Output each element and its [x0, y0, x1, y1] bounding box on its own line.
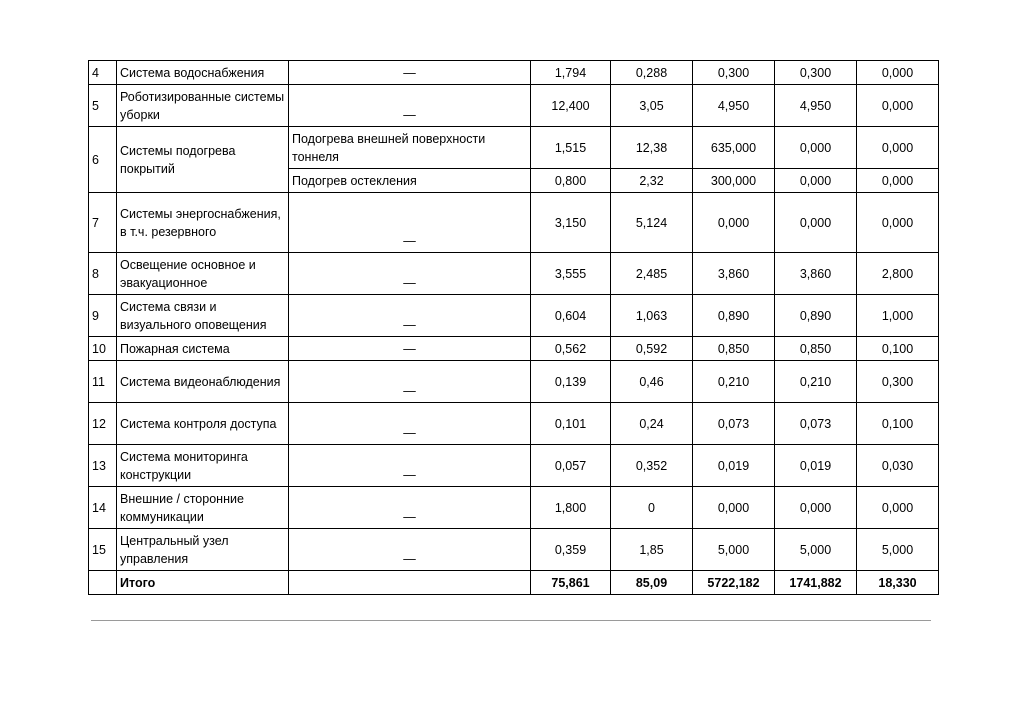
system-name: Центральный узел управления — [117, 529, 289, 571]
value-cell: 3,150 — [531, 193, 611, 253]
row-number: 5 — [89, 85, 117, 127]
table-row — [89, 193, 939, 253]
system-name: Система водоснабжения — [117, 61, 289, 85]
value-cell: 1,063 — [611, 295, 693, 337]
total-value: 75,861 — [531, 571, 611, 595]
subsystem: — — [289, 295, 531, 337]
value-cell: 0,000 — [857, 487, 939, 529]
system-name: Роботизированные системы уборки — [117, 85, 289, 127]
subsystem: — — [289, 487, 531, 529]
system-name: Система мониторинга конструкции — [117, 445, 289, 487]
table-row — [89, 253, 939, 295]
subsystem: — — [289, 61, 531, 85]
value-cell: 0,000 — [857, 169, 939, 193]
value-cell: 3,555 — [531, 253, 611, 295]
table-row — [89, 85, 939, 127]
system-name: Внешние / сторонние коммуникации — [117, 487, 289, 529]
table-row — [89, 529, 939, 571]
row-number: 15 — [89, 529, 117, 571]
subsystem: — — [289, 361, 531, 403]
subsystem: — — [289, 253, 531, 295]
system-name: Система контроля доступа — [117, 403, 289, 445]
value-cell: 0,019 — [693, 445, 775, 487]
system-name: Система связи и визуального оповещения — [117, 295, 289, 337]
value-cell: 0,850 — [693, 337, 775, 361]
table-row — [89, 487, 939, 529]
subsystem: — — [289, 529, 531, 571]
value-cell: 12,400 — [531, 85, 611, 127]
value-cell: 0,073 — [693, 403, 775, 445]
value-cell: 2,485 — [611, 253, 693, 295]
row-number: 11 — [89, 361, 117, 403]
table-row — [89, 295, 939, 337]
total-value: 18,330 — [857, 571, 939, 595]
value-cell: 0,139 — [531, 361, 611, 403]
subsystem: — — [289, 193, 531, 253]
value-cell: 1,000 — [857, 295, 939, 337]
value-cell: 1,800 — [531, 487, 611, 529]
value-cell: 0,100 — [857, 337, 939, 361]
value-cell: 0,850 — [775, 337, 857, 361]
value-cell: 2,800 — [857, 253, 939, 295]
value-cell: 0,000 — [775, 169, 857, 193]
value-cell: 1,85 — [611, 529, 693, 571]
row-number: 10 — [89, 337, 117, 361]
value-cell: 0,000 — [857, 85, 939, 127]
total-value: 5722,182 — [693, 571, 775, 595]
table-row — [89, 445, 939, 487]
value-cell: 0,000 — [857, 193, 939, 253]
value-cell: 0,000 — [775, 487, 857, 529]
total-value: 1741,882 — [775, 571, 857, 595]
system-name: Система видеонаблюдения — [117, 361, 289, 403]
value-cell: 0,300 — [857, 361, 939, 403]
value-cell: 5,000 — [857, 529, 939, 571]
row-number: 12 — [89, 403, 117, 445]
total-value: 85,09 — [611, 571, 693, 595]
value-cell: 0,000 — [775, 127, 857, 169]
value-cell: 0,000 — [693, 487, 775, 529]
table-row — [89, 127, 939, 169]
value-cell: 0,24 — [611, 403, 693, 445]
value-cell: 0,562 — [531, 337, 611, 361]
value-cell: 1,794 — [531, 61, 611, 85]
value-cell: 0,800 — [531, 169, 611, 193]
systems-table — [88, 60, 939, 595]
value-cell: 3,05 — [611, 85, 693, 127]
value-cell: 4,950 — [693, 85, 775, 127]
subsystem: — — [289, 85, 531, 127]
subsystem: — — [289, 403, 531, 445]
value-cell: 0,890 — [693, 295, 775, 337]
total-row — [89, 571, 939, 595]
table-row — [89, 403, 939, 445]
value-cell: 0,359 — [531, 529, 611, 571]
subsystem: — — [289, 337, 531, 361]
value-cell: 0,019 — [775, 445, 857, 487]
value-cell: 0,592 — [611, 337, 693, 361]
row-number: 7 — [89, 193, 117, 253]
table-row — [89, 361, 939, 403]
value-cell: 0,288 — [611, 61, 693, 85]
value-cell: 0,604 — [531, 295, 611, 337]
subsystem: Подогрев остекления — [289, 169, 531, 193]
value-cell: 0,000 — [775, 193, 857, 253]
value-cell: 0 — [611, 487, 693, 529]
value-cell: 0,000 — [857, 61, 939, 85]
value-cell: 5,000 — [693, 529, 775, 571]
row-number: 9 — [89, 295, 117, 337]
value-cell: 5,124 — [611, 193, 693, 253]
table-row — [89, 337, 939, 361]
value-cell: 300,000 — [693, 169, 775, 193]
row-number: 6 — [89, 127, 117, 193]
value-cell: 0,300 — [775, 61, 857, 85]
value-cell: 0,000 — [857, 127, 939, 169]
system-name: Системы подогрева покрытий — [117, 127, 289, 193]
row-number: 4 — [89, 61, 117, 85]
value-cell: 0,210 — [775, 361, 857, 403]
value-cell: 0,000 — [693, 193, 775, 253]
value-cell: 0,352 — [611, 445, 693, 487]
subsystem: — — [289, 445, 531, 487]
row-number — [89, 571, 117, 595]
value-cell: 3,860 — [693, 253, 775, 295]
system-name: Системы энергоснабжения, в т.ч. резервного — [117, 193, 289, 253]
value-cell: 0,300 — [693, 61, 775, 85]
subsystem: Подогрева внешней поверхности тоннеля — [289, 127, 531, 169]
subsystem — [289, 571, 531, 595]
system-name: Освещение основное и эвакуационное — [117, 253, 289, 295]
value-cell: 0,030 — [857, 445, 939, 487]
value-cell: 0,057 — [531, 445, 611, 487]
table-row — [89, 61, 939, 85]
footer-divider — [91, 620, 931, 621]
value-cell: 4,950 — [775, 85, 857, 127]
total-label: Итого — [117, 571, 289, 595]
value-cell: 635,000 — [693, 127, 775, 169]
value-cell: 1,515 — [531, 127, 611, 169]
row-number: 8 — [89, 253, 117, 295]
value-cell: 0,46 — [611, 361, 693, 403]
value-cell: 0,073 — [775, 403, 857, 445]
value-cell: 2,32 — [611, 169, 693, 193]
value-cell: 0,100 — [857, 403, 939, 445]
row-number: 14 — [89, 487, 117, 529]
value-cell: 0,210 — [693, 361, 775, 403]
system-name: Пожарная система — [117, 337, 289, 361]
value-cell: 3,860 — [775, 253, 857, 295]
value-cell: 0,890 — [775, 295, 857, 337]
value-cell: 12,38 — [611, 127, 693, 169]
row-number: 13 — [89, 445, 117, 487]
value-cell: 0,101 — [531, 403, 611, 445]
value-cell: 5,000 — [775, 529, 857, 571]
